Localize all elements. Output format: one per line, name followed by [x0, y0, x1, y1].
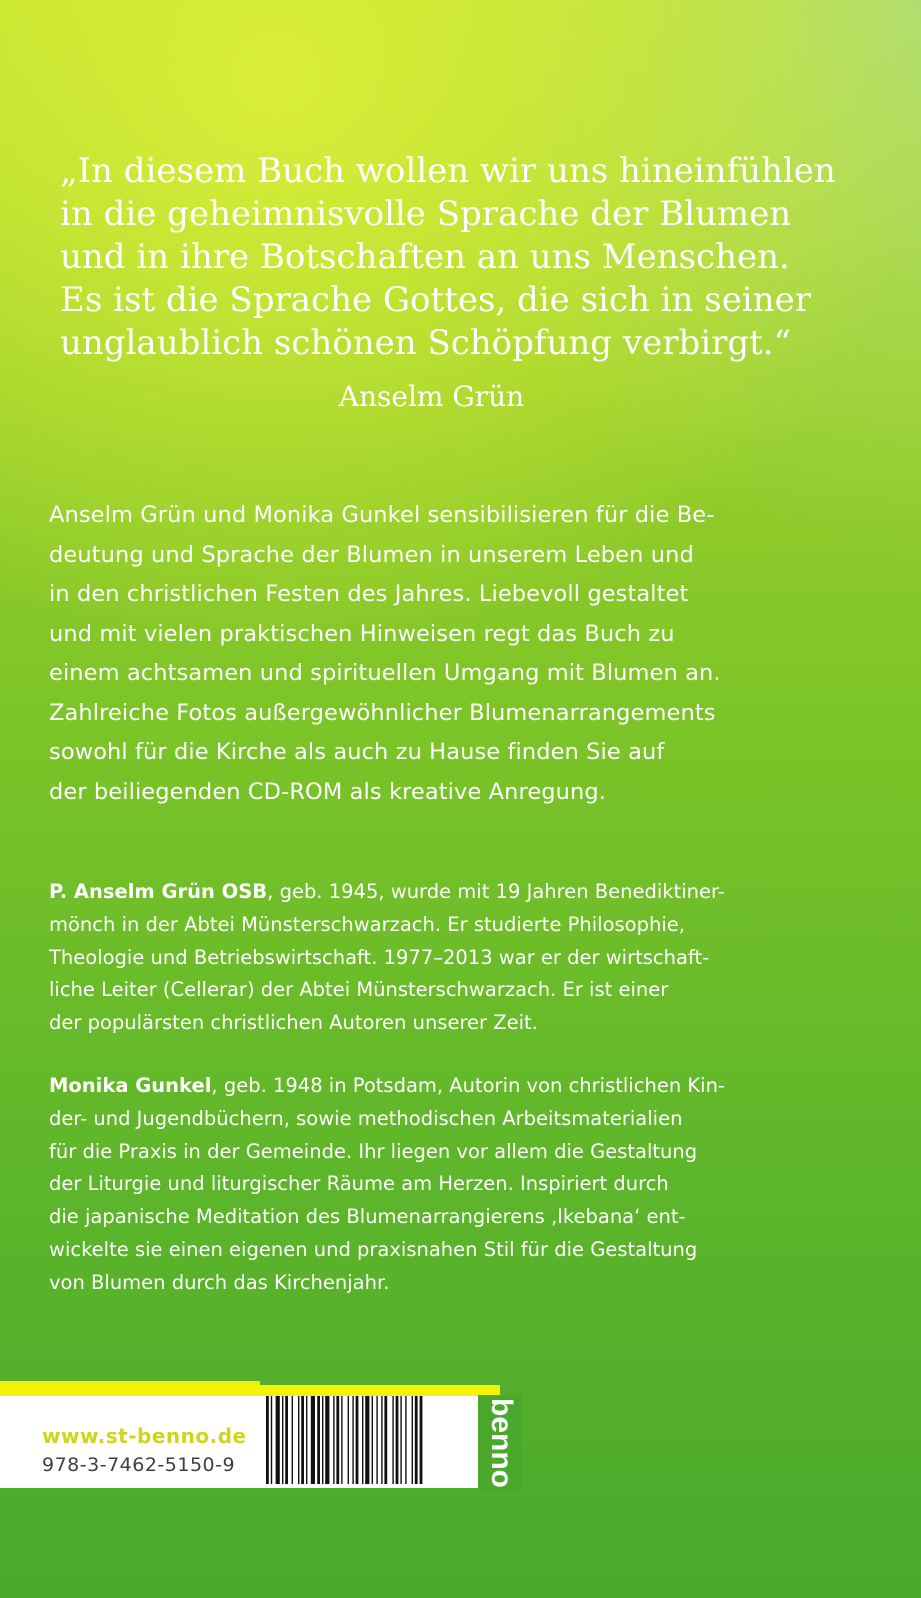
barcode-bar [372, 1396, 373, 1484]
quote-author: Anselm Grün [338, 380, 525, 413]
description-line: in den christlichen Festen des Jahres. Liebevoll gestaltet [49, 581, 689, 607]
description-line: einem achtsamen und spirituellen Umgang mit Blumen an. [49, 660, 721, 686]
bio-first-line [49, 1070, 879, 1103]
barcode-bar [400, 1396, 401, 1484]
quote-line: und in ihre Botschaften an uns Menschen. [60, 237, 790, 277]
description-line: sowohl für die Kirche als auch zu Hause finden Sie auf [49, 739, 665, 765]
barcode-bar [282, 1396, 283, 1484]
bio-line: der populärsten christlichen Autoren unserer Zeit. [49, 1011, 538, 1035]
barcode-graphic [262, 1396, 476, 1484]
barcode-bar [412, 1396, 413, 1484]
barcode-bar [285, 1396, 288, 1484]
barcode-bar [420, 1396, 423, 1484]
bio-line: der- und Jugendbüchern, sowie methodischen Arbeitsmaterialien [49, 1106, 683, 1130]
bio-text: , geb. 1945, wurde mit 19 Jahren Benediktiner- [267, 880, 725, 903]
barcode-bar [311, 1396, 315, 1484]
publisher-logo [478, 1395, 522, 1491]
barcode-bar [348, 1396, 349, 1484]
bio-line: von Blumen durch das Kirchenjahr. [49, 1270, 390, 1294]
quote-line: in die geheimnisvolle Sprache der Blumen [60, 194, 792, 234]
bio-line: die japanische Meditation des Blumenarrangierens ‚Ikebana‘ ent- [49, 1205, 686, 1229]
bio-line: Theologie und Betriebswirtschaft. 1977–2013 war er der wirtschaft- [49, 945, 710, 969]
author-name: P. Anselm Grün OSB [49, 880, 268, 903]
bio-first-line [49, 876, 879, 909]
bio-line: der Liturgie und liturgischer Räume am Herzen. Inspiriert durch [49, 1172, 669, 1196]
barcode-bar [306, 1396, 307, 1484]
barcode-bar [396, 1396, 399, 1484]
benno-logo-icon [478, 1395, 522, 1491]
barcode-bar [341, 1396, 342, 1484]
quote-line: „In diesem Buch wollen wir uns hineinfühlen [60, 151, 836, 191]
quote-line: Es ist die Sprache Gottes, die sich in seiner [60, 280, 811, 320]
author-bio-grun [49, 876, 879, 1040]
barcode-bar [362, 1396, 363, 1484]
barcode-bar [352, 1396, 353, 1484]
barcode-bar [322, 1396, 323, 1484]
bio-line: für die Praxis in der Gemeinde. Ihr liegen vor allem die Gestaltung [49, 1139, 698, 1163]
barcode-bar [384, 1396, 387, 1484]
description-line: deutung und Sprache der Blumen in unserem Leben und [49, 541, 694, 568]
description-line: Anselm Grün und Monika Gunkel sensibilisieren für die Be- [49, 502, 715, 528]
bio-line: wickelte sie einen eigenen und praxisnahen Stil für die Gestaltung [49, 1237, 698, 1261]
author-bio-gunkel [49, 1070, 879, 1300]
barcode-bar [415, 1396, 418, 1484]
author-name: Monika Gunkel [49, 1074, 212, 1097]
barcode-bar [276, 1396, 280, 1484]
description-line: Zahlreiche Fotos außergewöhnlicher Blumenarrangements [49, 699, 716, 726]
barcode-bar [292, 1396, 293, 1484]
logo-text: benno [485, 1398, 519, 1488]
barcode [262, 1396, 488, 1484]
barcode-bar [271, 1396, 272, 1484]
description-line: der beiliegenden CD-ROM als kreative Anregung. [49, 778, 607, 805]
website-link[interactable]: www.st-benno.de [42, 1424, 247, 1448]
barcode-bar [381, 1396, 382, 1484]
quote-line: unglaublich schönen Schöpfung verbirgt.“ [60, 323, 791, 363]
barcode-bar [317, 1396, 320, 1484]
description-line: und mit vielen praktischen Hinweisen regt das Buch zu [49, 620, 675, 647]
barcode-bar [356, 1396, 359, 1484]
barcode-bar [266, 1396, 269, 1484]
bio-line: mönch in der Abtei Münsterschwarzach. Er studierte Philosophie, [49, 912, 685, 936]
barcode-bar [333, 1396, 334, 1484]
barcode-bar [365, 1396, 369, 1484]
bio-line: liche Leiter (Cellerar) der Abtei Münsterschwarzach. Er ist einer [49, 978, 669, 1002]
bio-text: , geb. 1948 in Potsdam, Autorin von christlichen Kin- [211, 1074, 725, 1097]
back-cover-quote [60, 150, 860, 365]
isbn-number: 978-3-7462-5150-9 [42, 1454, 236, 1476]
barcode-bar [392, 1396, 393, 1484]
barcode-bar [325, 1396, 329, 1484]
barcode-bar [376, 1396, 377, 1484]
barcode-bar [298, 1396, 299, 1484]
book-description [49, 496, 869, 812]
barcode-bar [405, 1396, 406, 1484]
barcode-bar [336, 1396, 339, 1484]
barcode-bar [301, 1396, 304, 1484]
